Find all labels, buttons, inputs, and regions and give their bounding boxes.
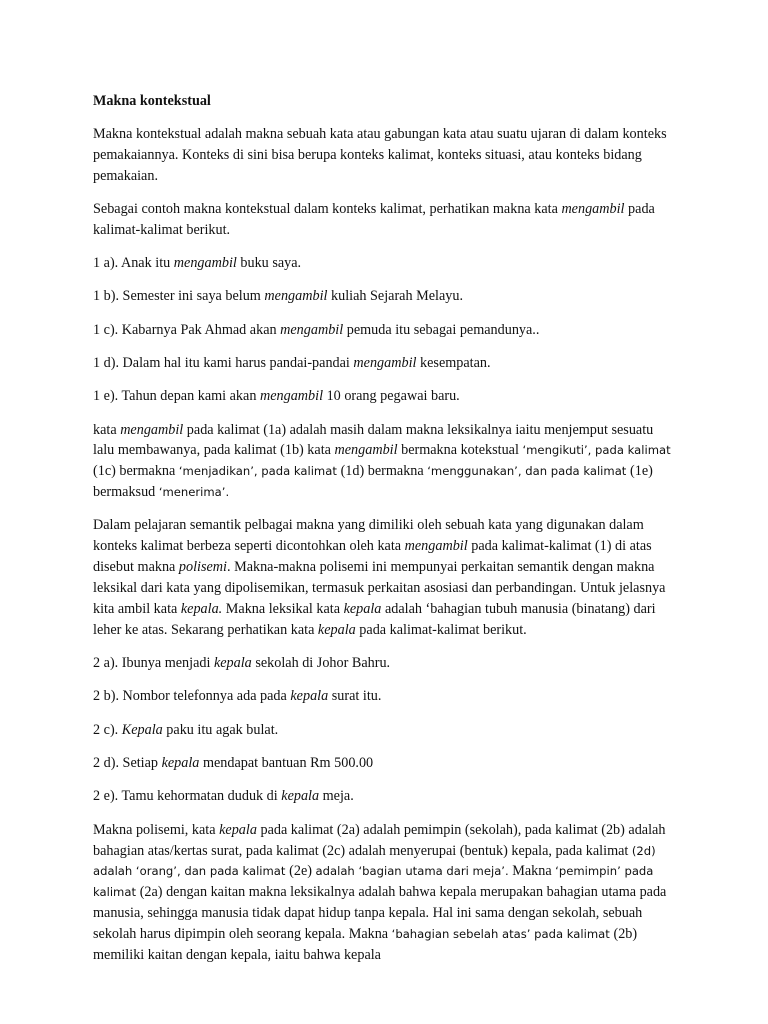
- text-run: 10 orang pegawai baru.: [323, 388, 460, 405]
- text-run: ‘menerima’.: [158, 485, 230, 500]
- text-run: 2 e). Tamu kehormatan duduk di: [93, 788, 282, 805]
- text-run: bermakna kotekstual: [397, 442, 523, 459]
- example-2c: [93, 720, 675, 741]
- text-run: 1 e). Tahun depan kami akan: [93, 388, 260, 405]
- text-run: ‘bahagian sebelah atas’ pada kalimat: [391, 927, 614, 942]
- text-run: (1e) bermaksud: [93, 463, 653, 501]
- text-run: (2e): [289, 863, 316, 880]
- text-run: 2 c).: [93, 721, 122, 738]
- text-run: Makna leksikal kata: [222, 601, 344, 618]
- emphasis-word: mengambil: [353, 354, 417, 371]
- text-run: pada kalimat-kalimat berikut.: [355, 621, 527, 638]
- emphasis-word: kepala: [317, 621, 356, 638]
- document-page: [93, 91, 675, 978]
- text-run: 1 b). Semester ini saya belum: [93, 288, 265, 305]
- emphasis-word: mengambil: [561, 200, 625, 217]
- emphasis-word: mengambil: [120, 421, 184, 438]
- paragraph-polisemi: [93, 515, 675, 640]
- text-run: (1d) bermakna: [340, 463, 428, 480]
- text-run: (2b) memiliki kaitan dengan kepala, iaitu bahwa kepala: [93, 926, 638, 964]
- text-run: kuliah Sejarah Melayu.: [327, 288, 463, 305]
- emphasis-word: mengambil: [334, 442, 398, 459]
- text-run: 1 c). Kabarnya Pak Ahmad akan: [93, 321, 281, 338]
- example-1c: [93, 320, 675, 341]
- emphasis-word: mengambil: [173, 255, 237, 272]
- text-run: ‘mengikuti’, pada kalimat: [522, 443, 671, 458]
- text-run: 2 d). Setiap: [93, 755, 162, 772]
- emphasis-word: mengambil: [280, 321, 344, 338]
- text-run: pada kalimat-kalimat berikut.: [93, 200, 655, 238]
- example-1a: [93, 253, 675, 274]
- text-run: buku saya.: [236, 255, 302, 272]
- emphasis-word: polisemi: [178, 559, 227, 576]
- text-run: sekolah di Johor Bahru.: [251, 655, 391, 672]
- example-2d: [93, 753, 675, 774]
- paragraph-intro-example: [93, 199, 675, 241]
- emphasis-word: mengambil: [259, 388, 324, 405]
- text-run: (2d) adalah ‘orang’, dan pada kalimat: [93, 843, 656, 879]
- text-run: 1 a). Anak itu: [93, 255, 174, 272]
- text-run: 1 d). Dalam hal itu kami harus pandai-pandai: [93, 354, 354, 371]
- paragraph-definition: Makna kontekstual adalah makna sebuah kata atau gabungan kata atau suatu ujaran di dalam konteks pemakaiannya. Konteks di sini bisa berupa konteks kalimat, konteks situasi, atau konteks bidang pemakaian.: [93, 125, 667, 184]
- text-run: . Makna-makna polisemi ini mempunyai perkaitan semantik dengan makna leksikal dari kata yang dipolisemikan, termasuk perkaitan asosiasi dan perbandingan. Untuk jelasnya kita ambil kata: [93, 559, 666, 618]
- example-2a: [93, 653, 675, 674]
- emphasis-word: kepala: [290, 688, 329, 705]
- text-run: Makna polisemi, kata: [93, 821, 220, 838]
- emphasis-word: mengambil: [404, 538, 468, 555]
- example-2e: [93, 786, 675, 807]
- example-1d: [93, 353, 675, 374]
- text-run: pada kalimat (1a) adalah masih dalam makna leksikalnya iaitu menjemput sesuatu lalu membawanya, pada kalimat (1b) kata: [93, 421, 654, 459]
- paragraph-explanation-1: [93, 420, 675, 504]
- emphasis-word: kepala: [219, 821, 257, 838]
- text-run: 2 a). Ibunya menjadi: [93, 655, 214, 672]
- text-run: surat itu.: [328, 688, 382, 705]
- text-run: 2 b). Nombor telefonnya ada pada: [93, 688, 291, 705]
- text-run: ‘pemimpin’ pada kalimat: [93, 864, 654, 900]
- text-run: kata: [93, 421, 121, 438]
- text-run: (2a) dengan kaitan makna leksikalnya adalah bahwa kepala merupakan bahagian utama pada manusia, sehingga manusia tidak dapat hidup tanpa kepala. Hal ini sama dengan sekolah, sebuah sekolah harus dipimpin oleh seorang kepala. Makna: [93, 884, 667, 943]
- emphasis-word: kepala: [161, 755, 200, 772]
- emphasis-word: kepala.: [180, 601, 223, 618]
- text-run: meja.: [319, 788, 354, 805]
- text-run: Makna: [508, 863, 556, 880]
- emphasis-word: kepala: [343, 601, 382, 618]
- section-title: Makna kontekstual: [93, 93, 211, 109]
- text-run: pada kalimat (2a) adalah pemimpin (sekolah), pada kalimat (2b) adalah bahagian atas/kertas surat, pada kalimat (2c) adalah menyerupai (bentuk) kepala, pada kalimat: [93, 821, 666, 859]
- text-run: mendapat bantuan Rm 500.00: [199, 755, 374, 772]
- text-run: Dalam pelajaran semantik pelbagai makna yang dimiliki oleh sebuah kata yang digunakan dalam konteks kalimat berbeza seperti dicontohkan oleh kata: [93, 517, 644, 555]
- emphasis-word: kepala: [281, 788, 320, 805]
- example-1b: [93, 286, 675, 307]
- text-run: pada kalimat-kalimat (1) di atas disebut makna: [93, 538, 652, 576]
- text-run: adalah ‘bahagian tubuh manusia (binatang) dari leher ke atas. Sekarang perhatikan kata: [93, 601, 656, 638]
- example-2b: [93, 686, 675, 707]
- text-run: kesempatan.: [416, 354, 491, 371]
- text-run: Sebagai contoh makna kontekstual dalam konteks kalimat, perhatikan makna kata: [93, 200, 562, 217]
- example-1e: [93, 386, 675, 407]
- emphasis-word: mengambil: [264, 288, 328, 305]
- emphasis-word: kepala: [213, 655, 252, 672]
- paragraph-explanation-2: [93, 820, 675, 966]
- text-run: paku itu agak bulat.: [162, 721, 279, 738]
- text-run: adalah ‘bagian utama dari meja’.: [315, 864, 509, 879]
- text-run: (1c) bermakna: [93, 463, 179, 480]
- text-run: ‘menggunakan’, dan pada kalimat: [427, 464, 631, 479]
- text-run: ‘menjadikan’, pada kalimat: [178, 464, 341, 479]
- emphasis-word: Kepala: [121, 721, 163, 738]
- text-run: pemuda itu sebagai pemandunya..: [343, 321, 540, 338]
